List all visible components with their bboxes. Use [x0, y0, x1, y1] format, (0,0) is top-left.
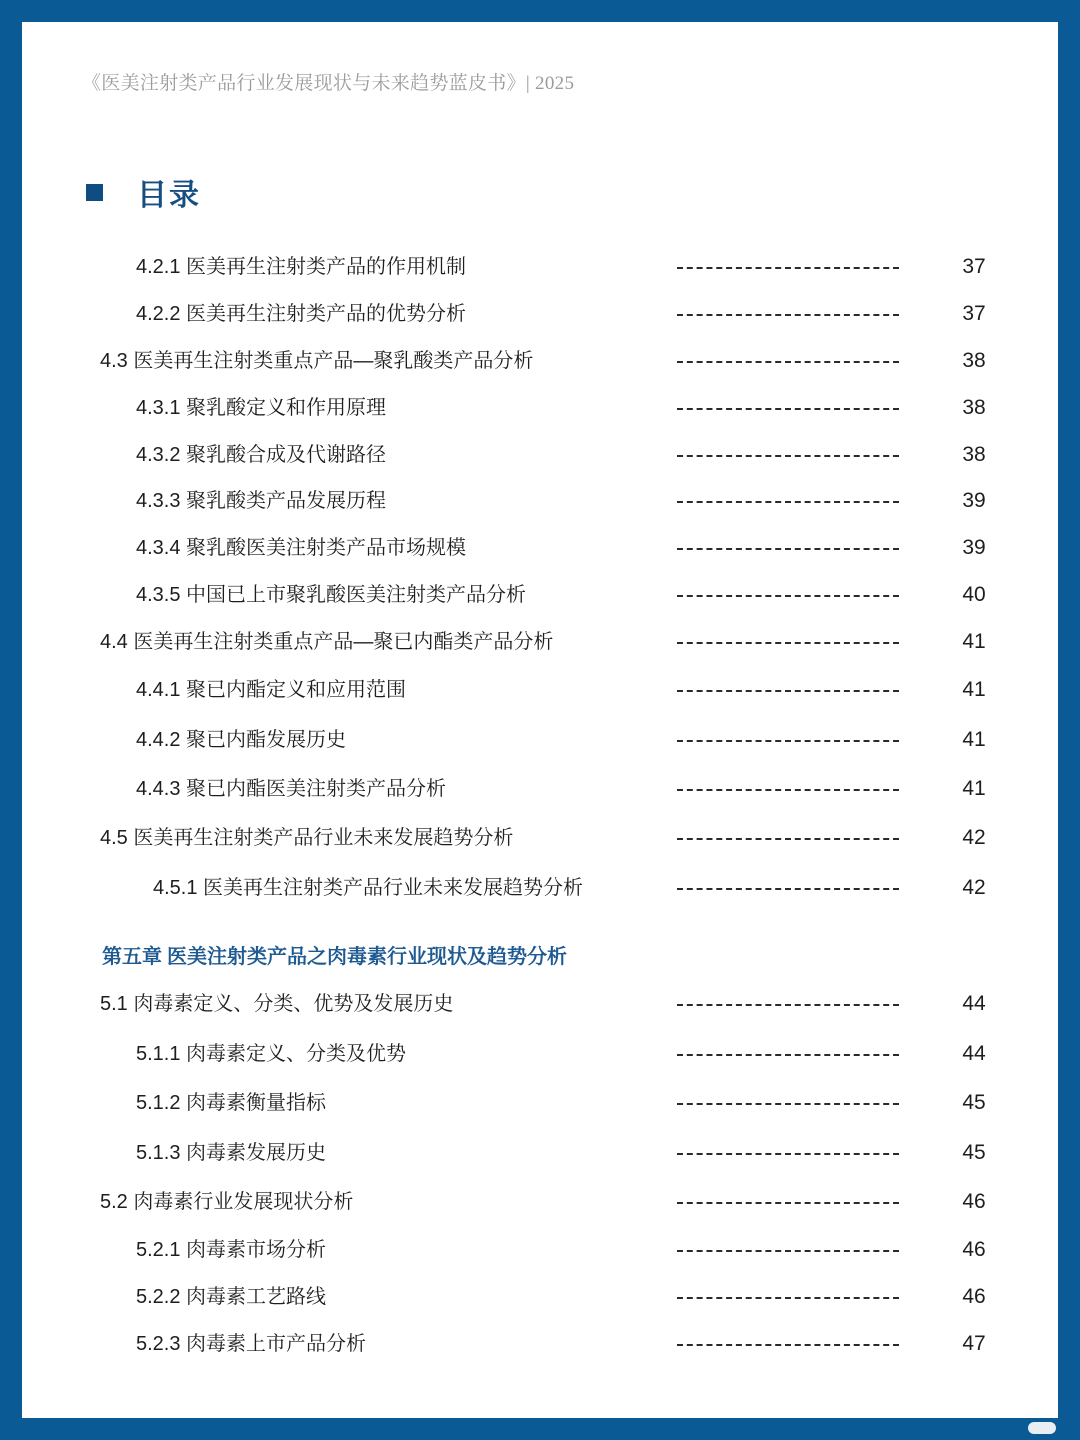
toc-heading: [86, 172, 201, 212]
square-bullet-icon: [86, 184, 103, 201]
toc-entry-title: 4.5 医美再生注射类产品行业未来发展趋势分析: [100, 827, 514, 849]
toc-page-number: 38: [962, 443, 986, 466]
toc-page-number: 40: [962, 583, 986, 606]
toc-entry-title: 4.4.2 聚已内酯发展历史: [136, 729, 347, 751]
toc-page-number: 41: [962, 728, 986, 751]
toc-entry[interactable]: [22, 393, 1058, 423]
toc-page-number: 39: [962, 536, 986, 559]
toc-dot-leader: [677, 690, 899, 692]
toc-page-number: 46: [962, 1285, 986, 1308]
toc-dot-leader: [677, 267, 899, 269]
toc-entry[interactable]: [22, 580, 1058, 610]
toc-dot-leader: [677, 1153, 899, 1155]
toc-entry[interactable]: [22, 1039, 1058, 1069]
toc-entry-title: 4.3.3 聚乳酸类产品发展历程: [136, 490, 387, 512]
toc-entry-title: 4.5.1 医美再生注射类产品行业未来发展趋势分析: [153, 877, 584, 899]
toc-page-number: 37: [962, 302, 986, 325]
toc-dot-leader: [677, 1344, 899, 1346]
toc-dot-leader: [677, 361, 899, 363]
toc-dot-leader: [677, 1250, 899, 1252]
toc-dot-leader: [677, 1297, 899, 1299]
toc-entry-title: 4.2.1 医美再生注射类产品的作用机制: [136, 256, 467, 278]
toc-entry-title: 5.2 肉毒素行业发展现状分析: [100, 1191, 354, 1213]
toc-page-number: 47: [962, 1332, 986, 1355]
toc-entry[interactable]: [22, 873, 1058, 903]
toc-dot-leader: [677, 595, 899, 597]
toc-entry[interactable]: [22, 346, 1058, 376]
toc-page-number: 38: [962, 396, 986, 419]
page-title: 目录: [137, 179, 201, 212]
toc-entry-title: 5.1.3 肉毒素发展历史: [136, 1142, 327, 1164]
toc-dot-leader: [677, 1103, 899, 1105]
toc-entry-title: 5.1.1 肉毒素定义、分类及优势: [136, 1043, 407, 1065]
toc-entry[interactable]: [22, 1329, 1058, 1359]
toc-entry[interactable]: [22, 675, 1058, 705]
toc-entry-title: 4.3.1 聚乳酸定义和作用原理: [136, 397, 387, 419]
toc-entry-title: 5.2.2 肉毒素工艺路线: [136, 1286, 327, 1308]
toc-page-number: 46: [962, 1190, 986, 1213]
toc-dot-leader: [677, 501, 899, 503]
toc-entry-title: 4.3.5 中国已上市聚乳酸医美注射类产品分析: [136, 584, 527, 606]
toc-entry-title: 5.1 肉毒素定义、分类、优势及发展历史: [100, 993, 454, 1015]
running-header: 《医美注射类产品行业发展现状与未来趋势蓝皮书》| 2025: [82, 73, 575, 94]
toc-entry-title: 5.2.1 肉毒素市场分析: [136, 1239, 327, 1261]
toc-page-number: 42: [962, 876, 986, 899]
toc-dot-leader: [677, 642, 899, 644]
toc-entry[interactable]: [22, 1187, 1058, 1217]
toc-page-number: 42: [962, 826, 986, 849]
toc-page-number: 37: [962, 255, 986, 278]
toc-entry-title: 4.2.2 医美再生注射类产品的优势分析: [136, 303, 467, 325]
toc-entry[interactable]: [22, 252, 1058, 282]
toc-entry[interactable]: [22, 486, 1058, 516]
toc-entry[interactable]: [22, 1138, 1058, 1168]
toc-page-number: 41: [962, 678, 986, 701]
toc-entry[interactable]: [22, 533, 1058, 563]
toc-entry[interactable]: [22, 1088, 1058, 1118]
toc-entry[interactable]: [22, 823, 1058, 853]
toc-page-number: 39: [962, 489, 986, 512]
toc-entry-title: 4.4.1 聚已内酯定义和应用范围: [136, 679, 407, 701]
toc-entry-title: 4.4.3 聚已内酯医美注射类产品分析: [136, 778, 447, 800]
toc-page-number: 41: [962, 777, 986, 800]
toc-entry[interactable]: [22, 299, 1058, 329]
toc-entry-title: 5.1.2 肉毒素衡量指标: [136, 1092, 327, 1114]
toc-page-number: 46: [962, 1238, 986, 1261]
toc-dot-leader: [677, 838, 899, 840]
chapter-heading[interactable]: [22, 942, 1058, 972]
toc-dot-leader: [677, 789, 899, 791]
toc-dot-leader: [677, 314, 899, 316]
toc-entry-title: 4.3.2 聚乳酸合成及代谢路径: [136, 444, 387, 466]
watermark: [1028, 1422, 1056, 1434]
toc-dot-leader: [677, 408, 899, 410]
toc-dot-leader: [677, 548, 899, 550]
toc-page-number: 41: [962, 630, 986, 653]
toc-page-number: 44: [962, 1042, 986, 1065]
toc-entry-title: 5.2.3 肉毒素上市产品分析: [136, 1333, 367, 1355]
toc-entry[interactable]: [22, 725, 1058, 755]
toc-dot-leader: [677, 740, 899, 742]
chapter-title: 第五章 医美注射类产品之肉毒素行业现状及趋势分析: [102, 946, 567, 968]
toc-entry[interactable]: [22, 627, 1058, 657]
toc-page-number: 45: [962, 1091, 986, 1114]
toc-entry[interactable]: [22, 774, 1058, 804]
toc-entry[interactable]: [22, 1282, 1058, 1312]
toc-dot-leader: [677, 455, 899, 457]
toc-page-number: 45: [962, 1141, 986, 1164]
toc-entry[interactable]: [22, 1235, 1058, 1265]
toc-entry[interactable]: [22, 989, 1058, 1019]
toc-dot-leader: [677, 888, 899, 890]
toc-dot-leader: [677, 1004, 899, 1006]
toc-dot-leader: [677, 1054, 899, 1056]
toc-entry[interactable]: [22, 440, 1058, 470]
toc-entry-title: 4.3 医美再生注射类重点产品—聚乳酸类产品分析: [100, 350, 534, 372]
document-page: [22, 22, 1058, 1418]
toc-dot-leader: [677, 1202, 899, 1204]
toc-page-number: 38: [962, 349, 986, 372]
toc-entry-title: 4.3.4 聚乳酸医美注射类产品市场规模: [136, 537, 467, 559]
toc-entry-title: 4.4 医美再生注射类重点产品—聚已内酯类产品分析: [100, 631, 554, 653]
toc-page-number: 44: [962, 992, 986, 1015]
